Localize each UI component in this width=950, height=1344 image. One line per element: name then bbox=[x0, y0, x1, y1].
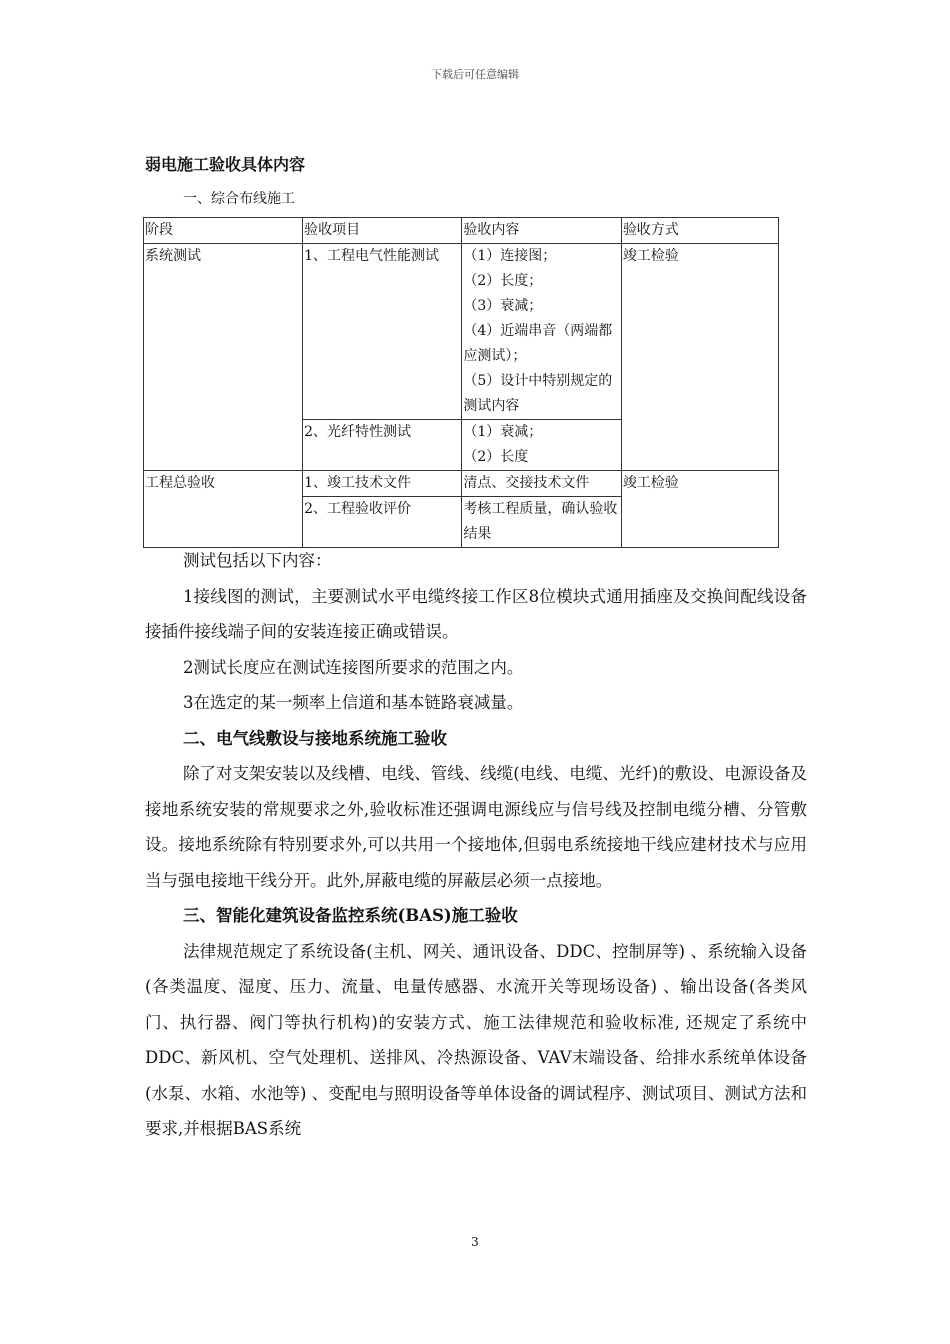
paragraph: 除了对支架安装以及线槽、电线、管线、线缆(电线、电缆、光纤)的敷设、电源设备及接地系统安装的常规要求之外,验收标准还强调电源线应与信号线及控制电缆分槽、分管敷设。接地系统除有特别要求外,可以共用一个接地体,但弱电系统接地干线应建材技术与应用当与强电接地干线分开。此外,屏蔽电缆的屏蔽层必须一点接地。 bbox=[145, 764, 807, 890]
table-row bbox=[144, 471, 779, 497]
stage-cell: 工程总验收 bbox=[144, 471, 303, 548]
item-cell: 1、竣工技术文件 bbox=[303, 471, 462, 497]
section2-heading: 二、电气线敷设与接地系统施工验收 bbox=[182, 728, 447, 748]
paragraph: 法律规范规定了系统设备(主机、网关、通讯设备、DDC、控制屏等) 、系统输入设备(各类温度、湿度、压力、流量、电量传感器、水流开关等现场设备) 、输出设备(各类风门、执行器、阀门等执行机构)的安装方式、施工法律规范和验收标准, 还规定了系统中DDC、新风机、空气处理机、送排风、冷热源设备、VAV末端设备、给排水系统单体设备(水泵、水箱、水池等) 、变配电与照明设备等单体设备的调试程序、测试项目、测试方法和要求,并根据BAS系统 bbox=[145, 941, 807, 1138]
paragraph: 3在选定的某一频率上信道和基本链路衰减量。 bbox=[182, 693, 524, 712]
content-line: （2）长度； bbox=[463, 273, 543, 289]
method-cell: 竣工检验 bbox=[621, 244, 778, 471]
content-line: （2）长度 bbox=[463, 449, 529, 465]
table-header-cell: 验收方式 bbox=[621, 218, 778, 244]
body-text bbox=[145, 543, 807, 1147]
table-header-cell: 验收内容 bbox=[462, 218, 621, 244]
content-cell: 考核工程质量，确认验收结果 bbox=[462, 497, 621, 548]
stage-cell: 系统测试 bbox=[144, 244, 303, 471]
item-cell: 1、工程电气性能测试 bbox=[303, 244, 462, 420]
page-number: 3 bbox=[471, 1235, 479, 1249]
section1-heading: 一、综合布线施工 bbox=[183, 191, 295, 207]
section3-heading: 三、智能化建筑设备监控系统(BAS)施工验收 bbox=[182, 906, 518, 925]
item-cell: 2、工程验收评价 bbox=[303, 497, 462, 548]
item-cell: 2、光纤特性测试 bbox=[303, 420, 462, 471]
content-line: （5）设计中特别规定的测试内容 bbox=[463, 373, 613, 414]
content-line: （4）近端串音（两端都应测试）； bbox=[463, 323, 613, 364]
content-line: （1）连接图； bbox=[463, 248, 557, 264]
content-cell bbox=[462, 420, 621, 471]
content-line: （3）衰减； bbox=[463, 298, 543, 314]
paragraph: 测试包括以下内容： bbox=[182, 551, 332, 570]
content-line: （1）衰减； bbox=[463, 424, 543, 440]
method-cell: 竣工检验 bbox=[621, 471, 778, 548]
table-header-row bbox=[144, 218, 779, 244]
page-title: 弱电施工验收具体内容 bbox=[145, 155, 306, 174]
acceptance-table bbox=[143, 217, 779, 548]
page-header-note: 下载后可任意编辑 bbox=[431, 68, 519, 81]
content-cell: 清点、交接技术文件 bbox=[462, 471, 621, 497]
table-header-cell: 验收项目 bbox=[303, 218, 462, 244]
table-header-cell: 阶段 bbox=[144, 218, 303, 244]
paragraph: 1接线图的测试，主要测试水平电缆终接工作区8位模块式通用插座及交换间配线设备接插件接线端子间的安装连接正确或错误。 bbox=[145, 586, 807, 641]
table-row bbox=[144, 244, 779, 420]
content-cell bbox=[462, 244, 621, 420]
paragraph: 2测试长度应在测试连接图所要求的范围之内。 bbox=[182, 657, 524, 677]
